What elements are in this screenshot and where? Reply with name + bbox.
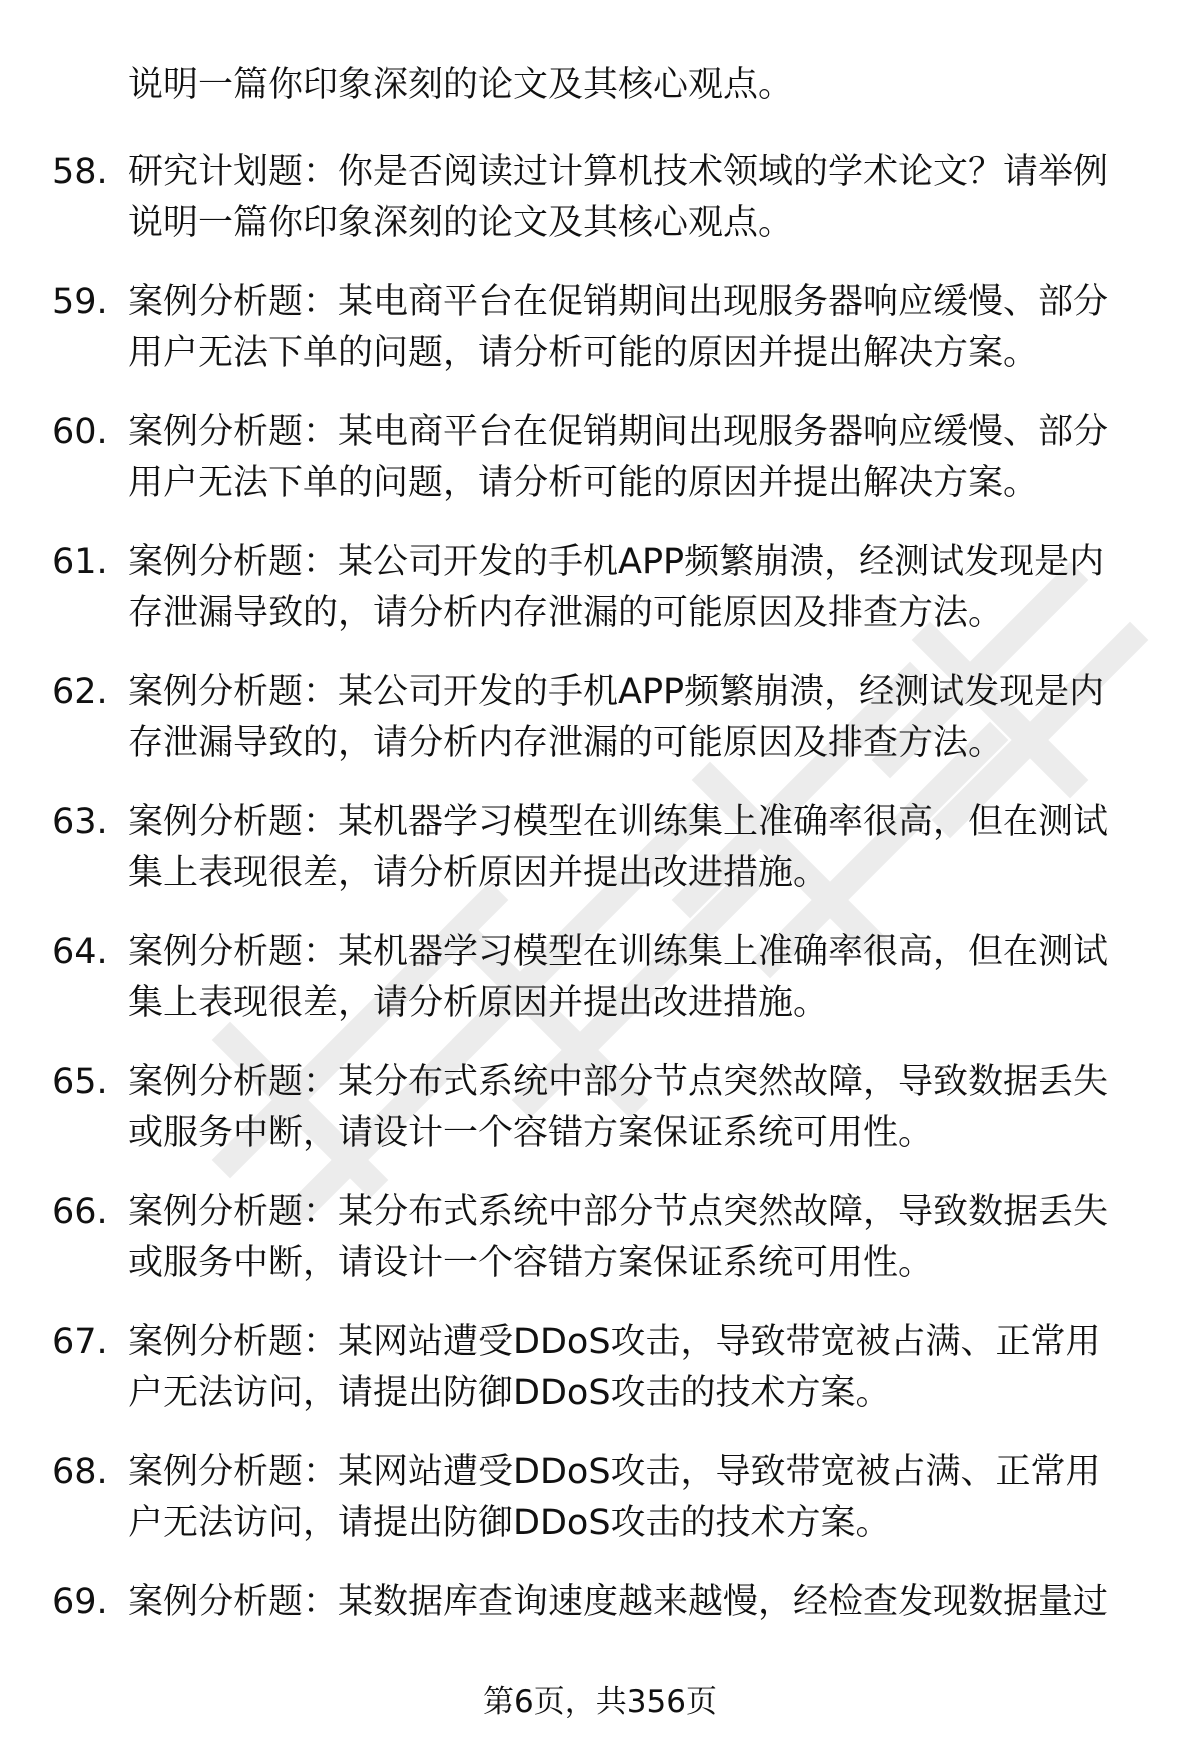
question-text-line2: 或服务中断，请设计一个容错方案保证系统可用性。 [128,1113,934,1153]
list-item [0,537,1200,667]
question-number: 59. [52,282,108,322]
continuation-text: 说明一篇你印象深刻的论文及其核心观点。 [128,65,794,105]
list-item [0,1317,1200,1447]
page-footer: 第6页，共356页 [483,1684,717,1720]
question-text-line1: 案例分析题：某公司开发的手机APP频繁崩溃，经测试发现是内 [128,672,1105,712]
question-text-line1: 案例分析题：某网站遭受DDoS攻击，导致带宽被占满、正常用 [128,1322,1101,1362]
question-number: 61. [52,542,108,582]
question-number: 58. [52,152,108,192]
question-list [0,147,1200,1707]
question-number: 64. [52,932,108,972]
question-text-line1: 案例分析题：某机器学习模型在训练集上准确率很高，但在测试 [128,932,1109,972]
question-number: 62. [52,672,108,712]
question-text-line1: 案例分析题：某电商平台在促销期间出现服务器响应缓慢、部分 [128,282,1109,322]
question-number: 63. [52,802,108,842]
list-item [0,1447,1200,1577]
question-text-line2: 集上表现很差，请分析原因并提出改进措施。 [128,983,829,1023]
list-item [0,277,1200,407]
question-text-line2: 户无法访问，请提出防御DDoS攻击的技术方案。 [128,1373,891,1413]
list-item [0,1187,1200,1317]
question-text-line1: 研究计划题：你是否阅读过计算机技术领域的学术论文？请举例 [128,152,1109,192]
question-number: 69. [52,1582,108,1622]
list-item [0,667,1200,797]
question-text-line1: 案例分析题：某机器学习模型在训练集上准确率很高，但在测试 [128,802,1109,842]
list-item [0,147,1200,277]
question-text-line2: 户无法访问，请提出防御DDoS攻击的技术方案。 [128,1503,891,1543]
question-text-line2: 用户无法下单的问题，请分析可能的原因并提出解决方案。 [128,463,1039,503]
question-text-line1: 案例分析题：某分布式系统中部分节点突然故障，导致数据丢失 [128,1192,1109,1232]
question-text-line2: 集上表现很差，请分析原因并提出改进措施。 [128,853,829,893]
list-item [0,407,1200,537]
question-number: 67. [52,1322,108,1362]
question-number: 66. [52,1192,108,1232]
question-number: 60. [52,412,108,452]
question-text-line2: 或服务中断，请设计一个容错方案保证系统可用性。 [128,1243,934,1283]
question-text-line1: 案例分析题：某电商平台在促销期间出现服务器响应缓慢、部分 [128,412,1109,452]
question-text-line1: 案例分析题：某数据库查询速度越来越慢，经检查发现数据量过 [128,1582,1109,1622]
list-item [0,1057,1200,1187]
question-text-line2: 存泄漏导致的，请分析内存泄漏的可能原因及排查方法。 [128,723,1004,763]
question-number: 68. [52,1452,108,1492]
question-text-line2: 存泄漏导致的，请分析内存泄漏的可能原因及排查方法。 [128,593,1004,633]
question-text-line2: 说明一篇你印象深刻的论文及其核心观点。 [128,203,794,243]
question-text-line1: 案例分析题：某网站遭受DDoS攻击，导致带宽被占满、正常用 [128,1452,1101,1492]
list-item [0,797,1200,927]
question-text-line1: 案例分析题：某公司开发的手机APP频繁崩溃，经测试发现是内 [128,542,1105,582]
question-text-line1: 案例分析题：某分布式系统中部分节点突然故障，导致数据丢失 [128,1062,1109,1102]
question-text-line2: 用户无法下单的问题，请分析可能的原因并提出解决方案。 [128,333,1039,373]
question-number: 65. [52,1062,108,1102]
list-item [0,927,1200,1057]
